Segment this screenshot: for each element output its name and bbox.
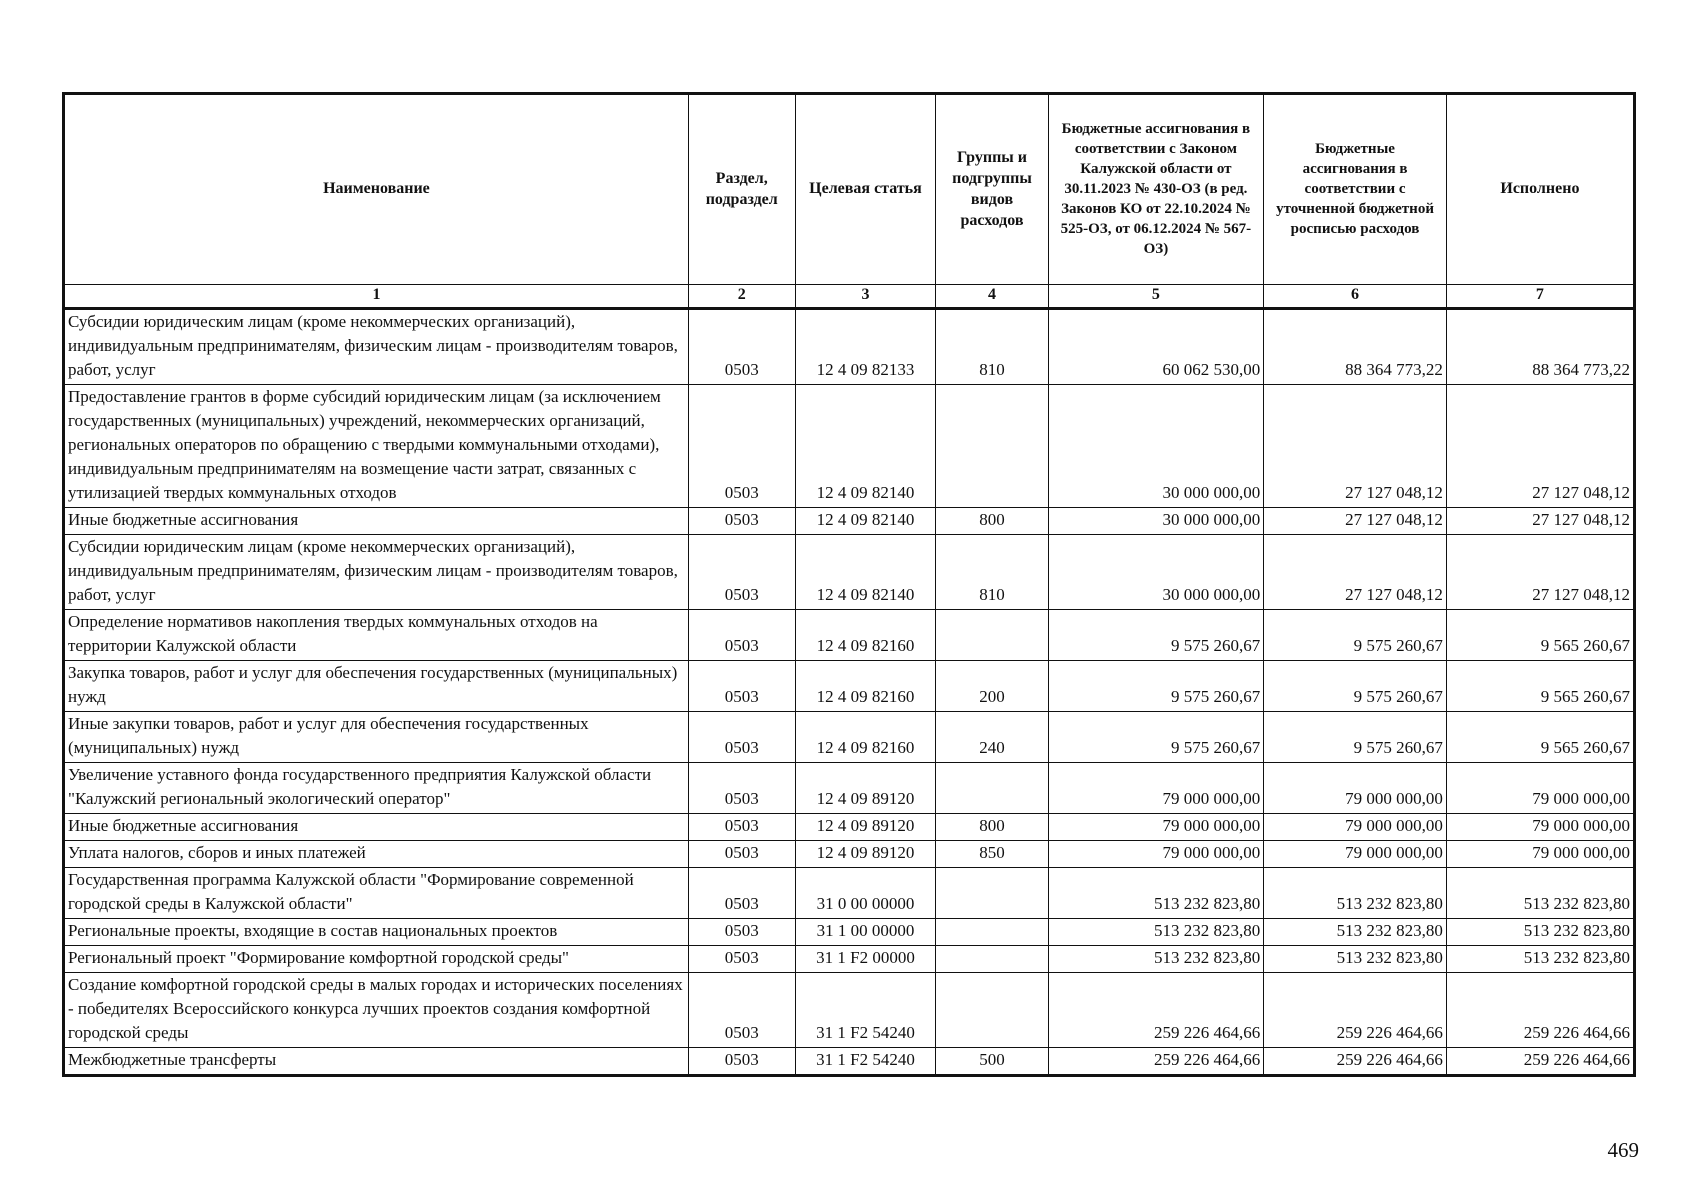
- row-article: 31 1 F2 54240: [795, 1048, 936, 1076]
- row-name: Субсидии юридическим лицам (кроме некоммерческих организаций), индивидуальным предпринимателям, физическим лицам - производителям товаров, работ, услуг: [64, 309, 689, 385]
- row-article: 31 1 00 00000: [795, 919, 936, 946]
- row-plan-amount: 27 127 048,12: [1264, 385, 1447, 508]
- row-name: Субсидии юридическим лицам (кроме некоммерческих организаций), индивидуальным предпринимателям, физическим лицам - производителям товаров, работ, услуг: [64, 535, 689, 610]
- row-law-amount: 79 000 000,00: [1048, 814, 1264, 841]
- row-plan-amount: 79 000 000,00: [1264, 763, 1447, 814]
- table-row: [64, 309, 1635, 385]
- row-section: 0503: [688, 919, 795, 946]
- row-law-amount: 513 232 823,80: [1048, 946, 1264, 973]
- row-law-amount: 9 575 260,67: [1048, 712, 1264, 763]
- row-name: Государственная программа Калужской области "Формирование современной городской среды в Калужской области": [64, 868, 689, 919]
- row-executed-amount: 79 000 000,00: [1446, 841, 1634, 868]
- row-group: [936, 868, 1048, 919]
- row-law-amount: 30 000 000,00: [1048, 385, 1264, 508]
- row-group: 800: [936, 814, 1048, 841]
- row-section: 0503: [688, 763, 795, 814]
- row-name: Предоставление грантов в форме субсидий юридическим лицам (за исключением государственных (муниципальных) учреждений, некоммерческих организаций, региональных операторов по обращению с твердыми коммунальными отходами), индивидуальным предпринимателям на возмещение части затрат, связанных с утилизацией твердых коммунальных отходов: [64, 385, 689, 508]
- table-row: [64, 610, 1635, 661]
- page-number: 469: [1607, 1138, 1639, 1162]
- row-article: 31 0 00 00000: [795, 868, 936, 919]
- table-row: [64, 385, 1635, 508]
- row-group: [936, 610, 1048, 661]
- row-executed-amount: 513 232 823,80: [1446, 919, 1634, 946]
- row-article: 31 1 F2 54240: [795, 973, 936, 1048]
- row-article: 12 4 09 82160: [795, 610, 936, 661]
- row-name: Иные бюджетные ассигнования: [64, 814, 689, 841]
- row-executed-amount: 9 565 260,67: [1446, 661, 1634, 712]
- row-group: 200: [936, 661, 1048, 712]
- table-row: [64, 814, 1635, 841]
- row-article: 12 4 09 82140: [795, 535, 936, 610]
- row-law-amount: 30 000 000,00: [1048, 535, 1264, 610]
- row-executed-amount: 259 226 464,66: [1446, 973, 1634, 1048]
- row-group: 810: [936, 309, 1048, 385]
- row-group: [936, 973, 1048, 1048]
- header-plan: Бюджетные ассигнования в соответствии с уточненной бюджетной росписью расходов: [1264, 94, 1447, 285]
- row-name: Закупка товаров, работ и услуг для обеспечения государственных (муниципальных) нужд: [64, 661, 689, 712]
- row-article: 12 4 09 82160: [795, 712, 936, 763]
- row-plan-amount: 79 000 000,00: [1264, 841, 1447, 868]
- header-law: Бюджетные ассигнования в соответствии с Законом Калужской области от 30.11.2023 № 430-ОЗ (в ред. Законов КО от 22.10.2024 № 525-ОЗ, от 06.12.2024 № 567-ОЗ): [1048, 94, 1264, 285]
- row-executed-amount: 259 226 464,66: [1446, 1048, 1634, 1076]
- row-executed-amount: 27 127 048,12: [1446, 385, 1634, 508]
- table-row: [64, 946, 1635, 973]
- row-section: 0503: [688, 535, 795, 610]
- row-executed-amount: 27 127 048,12: [1446, 508, 1634, 535]
- row-plan-amount: 259 226 464,66: [1264, 973, 1447, 1048]
- column-number: 7: [1446, 285, 1634, 309]
- row-executed-amount: 9 565 260,67: [1446, 610, 1634, 661]
- column-number: 1: [64, 285, 689, 309]
- row-plan-amount: 27 127 048,12: [1264, 535, 1447, 610]
- budget-execution-table: [62, 92, 1636, 1077]
- row-law-amount: 9 575 260,67: [1048, 661, 1264, 712]
- row-article: 12 4 09 89120: [795, 763, 936, 814]
- table-row: [64, 1048, 1635, 1076]
- row-plan-amount: 9 575 260,67: [1264, 661, 1447, 712]
- row-section: 0503: [688, 814, 795, 841]
- column-number: 3: [795, 285, 936, 309]
- row-name: Уплата налогов, сборов и иных платежей: [64, 841, 689, 868]
- row-name: Иные закупки товаров, работ и услуг для обеспечения государственных (муниципальных) нужд: [64, 712, 689, 763]
- row-group: [936, 385, 1048, 508]
- row-article: 31 1 F2 00000: [795, 946, 936, 973]
- row-section: 0503: [688, 712, 795, 763]
- row-law-amount: 79 000 000,00: [1048, 841, 1264, 868]
- row-article: 12 4 09 82140: [795, 385, 936, 508]
- row-plan-amount: 9 575 260,67: [1264, 610, 1447, 661]
- table-row: [64, 763, 1635, 814]
- table-row: [64, 712, 1635, 763]
- table-body: [64, 309, 1635, 1076]
- column-number: 5: [1048, 285, 1264, 309]
- table-row: [64, 841, 1635, 868]
- row-section: 0503: [688, 973, 795, 1048]
- row-executed-amount: 88 364 773,22: [1446, 309, 1634, 385]
- row-article: 12 4 09 89120: [795, 814, 936, 841]
- row-law-amount: 513 232 823,80: [1048, 868, 1264, 919]
- row-executed-amount: 9 565 260,67: [1446, 712, 1634, 763]
- row-law-amount: 60 062 530,00: [1048, 309, 1264, 385]
- row-name: Региональные проекты, входящие в состав национальных проектов: [64, 919, 689, 946]
- row-plan-amount: 27 127 048,12: [1264, 508, 1447, 535]
- header-section: Раздел, подраздел: [688, 94, 795, 285]
- row-article: 12 4 09 82140: [795, 508, 936, 535]
- row-law-amount: 259 226 464,66: [1048, 973, 1264, 1048]
- row-group: 500: [936, 1048, 1048, 1076]
- row-section: 0503: [688, 309, 795, 385]
- row-executed-amount: 513 232 823,80: [1446, 868, 1634, 919]
- row-article: 12 4 09 82160: [795, 661, 936, 712]
- row-section: 0503: [688, 610, 795, 661]
- row-group: [936, 946, 1048, 973]
- row-plan-amount: 513 232 823,80: [1264, 946, 1447, 973]
- header-executed: Исполнено: [1446, 94, 1634, 285]
- header-article: Целевая статья: [795, 94, 936, 285]
- table-row: [64, 868, 1635, 919]
- row-group: 800: [936, 508, 1048, 535]
- row-section: 0503: [688, 385, 795, 508]
- row-section: 0503: [688, 1048, 795, 1076]
- row-executed-amount: 79 000 000,00: [1446, 814, 1634, 841]
- row-group: 850: [936, 841, 1048, 868]
- row-law-amount: 513 232 823,80: [1048, 919, 1264, 946]
- row-section: 0503: [688, 508, 795, 535]
- table-header-row: [64, 94, 1635, 285]
- row-plan-amount: 79 000 000,00: [1264, 814, 1447, 841]
- header-name: Наименование: [64, 94, 689, 285]
- row-name: Определение нормативов накопления твердых коммунальных отходов на территории Калужской области: [64, 610, 689, 661]
- header-group: Группы и подгруппы видов расходов: [936, 94, 1048, 285]
- row-plan-amount: 88 364 773,22: [1264, 309, 1447, 385]
- row-group: [936, 763, 1048, 814]
- row-executed-amount: 27 127 048,12: [1446, 535, 1634, 610]
- table-row: [64, 508, 1635, 535]
- row-law-amount: 9 575 260,67: [1048, 610, 1264, 661]
- row-group: 810: [936, 535, 1048, 610]
- row-plan-amount: 513 232 823,80: [1264, 919, 1447, 946]
- row-law-amount: 30 000 000,00: [1048, 508, 1264, 535]
- row-section: 0503: [688, 661, 795, 712]
- table-row: [64, 661, 1635, 712]
- row-name: Иные бюджетные ассигнования: [64, 508, 689, 535]
- row-executed-amount: 79 000 000,00: [1446, 763, 1634, 814]
- row-executed-amount: 513 232 823,80: [1446, 946, 1634, 973]
- row-group: 240: [936, 712, 1048, 763]
- row-law-amount: 259 226 464,66: [1048, 1048, 1264, 1076]
- table-row: [64, 535, 1635, 610]
- row-section: 0503: [688, 841, 795, 868]
- column-number: 4: [936, 285, 1048, 309]
- row-name: Региональный проект "Формирование комфортной городской среды": [64, 946, 689, 973]
- row-name: Увеличение уставного фонда государственного предприятия Калужской области "Калужский региональный экологический оператор": [64, 763, 689, 814]
- row-plan-amount: 9 575 260,67: [1264, 712, 1447, 763]
- row-law-amount: 79 000 000,00: [1048, 763, 1264, 814]
- row-name: Межбюджетные трансферты: [64, 1048, 689, 1076]
- row-plan-amount: 259 226 464,66: [1264, 1048, 1447, 1076]
- row-article: 12 4 09 89120: [795, 841, 936, 868]
- row-group: [936, 919, 1048, 946]
- row-section: 0503: [688, 946, 795, 973]
- table-row: [64, 973, 1635, 1048]
- row-section: 0503: [688, 868, 795, 919]
- row-article: 12 4 09 82133: [795, 309, 936, 385]
- column-number: 6: [1264, 285, 1447, 309]
- row-plan-amount: 513 232 823,80: [1264, 868, 1447, 919]
- column-number: 2: [688, 285, 795, 309]
- column-number-row: [64, 285, 1635, 309]
- table-row: [64, 919, 1635, 946]
- row-name: Создание комфортной городской среды в малых городах и исторических поселениях - победителях Всероссийского конкурса лучших проектов создания комфортной городской среды: [64, 973, 689, 1048]
